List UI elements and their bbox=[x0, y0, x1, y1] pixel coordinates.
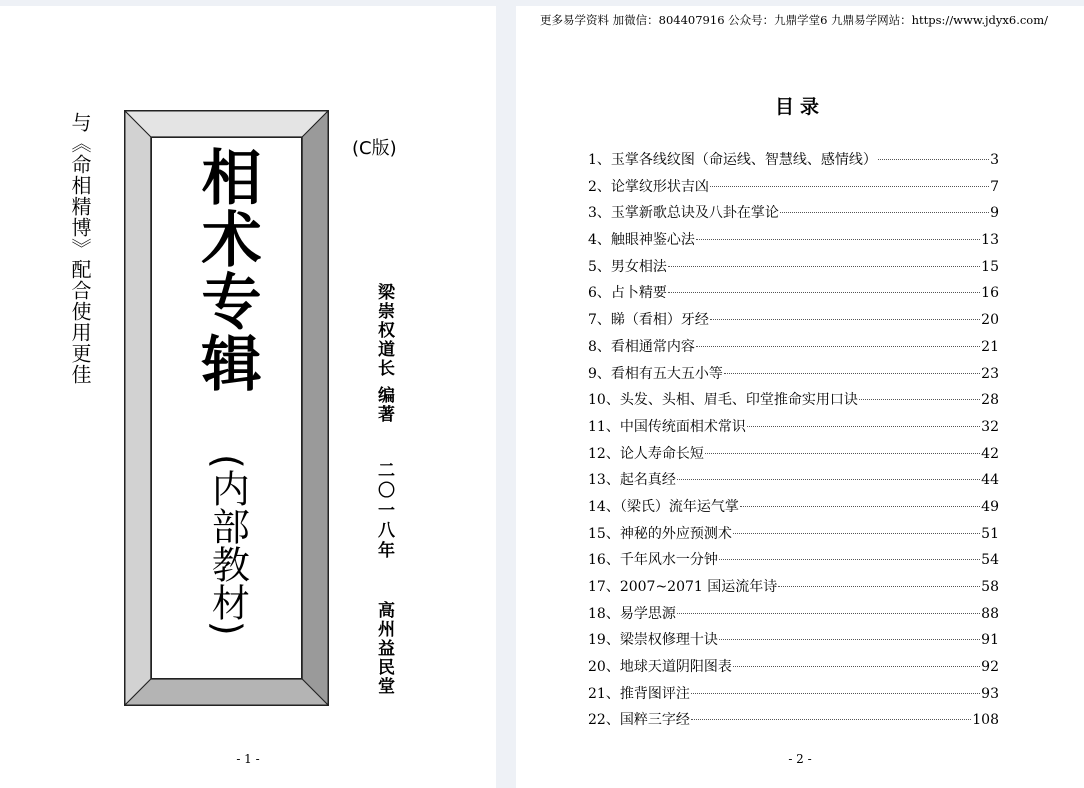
toc-item-page: 44 bbox=[981, 472, 999, 489]
page-number: - 1 - bbox=[236, 752, 260, 766]
toc-leader-dots bbox=[668, 291, 980, 293]
page-header: 更多易学资料 加微信：804407916 公众号：九鼎学堂6 九鼎易学网站：https://www.jdyx6.com/ bbox=[540, 13, 1049, 27]
toc-item-title: 21、推背图评注 bbox=[588, 685, 690, 702]
toc-leader-dots bbox=[878, 158, 989, 160]
toc-item[interactable] bbox=[588, 200, 999, 227]
toc-list bbox=[588, 147, 999, 734]
toc-item-page: 54 bbox=[981, 552, 999, 569]
title-frame bbox=[124, 110, 329, 706]
toc-item-page: 51 bbox=[981, 525, 999, 542]
toc-item[interactable] bbox=[588, 681, 999, 708]
toc-leader-dots bbox=[677, 478, 980, 480]
toc-leader-dots bbox=[705, 452, 980, 454]
toc-leader-dots bbox=[733, 665, 980, 667]
toc-leader-dots bbox=[691, 718, 971, 720]
toc-item-page: 9 bbox=[990, 205, 999, 222]
toc-item[interactable] bbox=[588, 627, 999, 654]
toc-item-title: 5、男女相法 bbox=[588, 258, 667, 275]
toc-item-page: 49 bbox=[981, 498, 999, 515]
toc-item-title: 12、论人寿命长短 bbox=[588, 445, 704, 462]
right-page bbox=[516, 6, 1084, 788]
toc-item-page: 28 bbox=[981, 392, 999, 409]
toc-item-page: 23 bbox=[981, 365, 999, 382]
toc-leader-dots bbox=[719, 638, 980, 640]
year-line: 二〇一八年 bbox=[374, 461, 394, 561]
toc-item[interactable] bbox=[588, 467, 999, 494]
toc-leader-dots bbox=[859, 398, 980, 400]
toc-item-title: 6、占卜精要 bbox=[588, 285, 667, 302]
toc-leader-dots bbox=[740, 505, 980, 507]
toc-leader-dots bbox=[710, 185, 989, 187]
toc-item-title: 2、论掌纹形状吉凶 bbox=[588, 178, 709, 195]
toc-item-page: 32 bbox=[981, 418, 999, 435]
toc-item-page: 3 bbox=[990, 152, 999, 168]
left-page bbox=[0, 6, 496, 788]
toc-item-page: 16 bbox=[981, 285, 999, 302]
toc-leader-dots bbox=[778, 585, 980, 587]
toc-item-page: 42 bbox=[981, 445, 999, 462]
toc-item-title: 7、睇（看相）牙经 bbox=[588, 312, 709, 329]
toc-item-title: 4、触眼神鉴心法 bbox=[588, 232, 695, 249]
toc-leader-dots bbox=[696, 238, 980, 240]
toc-item[interactable] bbox=[588, 707, 999, 734]
toc-leader-dots bbox=[691, 692, 980, 694]
toc-item[interactable] bbox=[588, 574, 999, 601]
toc-item[interactable] bbox=[588, 334, 999, 361]
toc-item[interactable] bbox=[588, 174, 999, 201]
toc-item-page: 108 bbox=[972, 712, 999, 729]
toc-item-title: 1、玉掌各线纹图（命运线、智慧线、感情线） bbox=[588, 152, 877, 168]
toc-item[interactable] bbox=[588, 147, 999, 174]
toc-item-page: 13 bbox=[981, 232, 999, 249]
toc-item-title: 15、神秘的外应预测术 bbox=[588, 525, 732, 542]
toc-leader-dots bbox=[719, 558, 980, 560]
toc-item[interactable] bbox=[588, 494, 999, 521]
toc-item[interactable] bbox=[588, 547, 999, 574]
edition-label: (C版) bbox=[352, 138, 397, 159]
toc-item[interactable] bbox=[588, 654, 999, 681]
toc-item[interactable] bbox=[588, 601, 999, 628]
toc-item-title: 19、梁崇权修理十诀 bbox=[588, 632, 718, 649]
toc-item[interactable] bbox=[588, 414, 999, 441]
toc-item-title: 22、国粹三字经 bbox=[588, 712, 690, 729]
sub-title: (内部教材) bbox=[205, 454, 250, 636]
toc-item-page: 91 bbox=[981, 632, 999, 649]
toc-item-title: 13、起名真经 bbox=[588, 472, 676, 489]
page-number: - 2 - bbox=[788, 752, 812, 766]
main-title: 相术专辑 bbox=[191, 146, 262, 394]
toc-item-title: 17、2007~2071 国运流年诗 bbox=[588, 579, 778, 595]
toc-leader-dots bbox=[733, 532, 980, 534]
toc-item-page: 92 bbox=[981, 659, 999, 676]
toc-item-page: 15 bbox=[981, 258, 999, 275]
toc-leader-dots bbox=[747, 425, 980, 427]
toc-leader-dots bbox=[724, 372, 980, 374]
toc-item-title: 10、头发、头相、眉毛、印堂推命实用口诀 bbox=[588, 392, 858, 409]
toc-title: 目录 bbox=[774, 96, 825, 118]
toc-item-title: 16、千年风水一分钟 bbox=[588, 552, 718, 569]
side-note: 与《命相精博》配合使用更佳 bbox=[68, 112, 92, 385]
toc-item-title: 14、（梁氏）流年运气掌 bbox=[588, 498, 739, 515]
toc-leader-dots bbox=[668, 265, 980, 267]
toc-item[interactable] bbox=[588, 227, 999, 254]
author-line: 梁崇权道长 编著 bbox=[374, 283, 394, 424]
toc-item-page: 88 bbox=[981, 605, 999, 622]
frame-inner bbox=[151, 137, 302, 679]
toc-item-title: 8、看相通常内容 bbox=[588, 338, 695, 355]
toc-item[interactable] bbox=[588, 361, 999, 388]
toc-item[interactable] bbox=[588, 307, 999, 334]
toc-item-page: 7 bbox=[990, 178, 999, 195]
toc-item[interactable] bbox=[588, 254, 999, 281]
toc-item-page: 20 bbox=[981, 312, 999, 329]
toc-leader-dots bbox=[677, 612, 980, 614]
toc-item-title: 9、看相有五大五小等 bbox=[588, 365, 723, 382]
toc-item-title: 11、中国传统面相术常识 bbox=[588, 418, 746, 435]
toc-leader-dots bbox=[780, 211, 989, 213]
toc-item[interactable] bbox=[588, 521, 999, 548]
toc-item-title: 18、易学思源 bbox=[588, 605, 676, 622]
toc-item-title: 3、玉掌新歌总诀及八卦在掌论 bbox=[588, 205, 779, 222]
toc-item-page: 21 bbox=[981, 338, 999, 355]
toc-item[interactable] bbox=[588, 280, 999, 307]
toc-item-page: 93 bbox=[981, 685, 999, 702]
toc-leader-dots bbox=[696, 345, 980, 347]
toc-item[interactable] bbox=[588, 441, 999, 468]
toc-leader-dots bbox=[710, 318, 980, 320]
toc-item-title: 20、地球天道阴阳图表 bbox=[588, 659, 732, 676]
toc-item[interactable] bbox=[588, 387, 999, 414]
publisher-line: 高州益民堂 bbox=[374, 601, 394, 696]
toc-item-page: 58 bbox=[981, 579, 999, 595]
